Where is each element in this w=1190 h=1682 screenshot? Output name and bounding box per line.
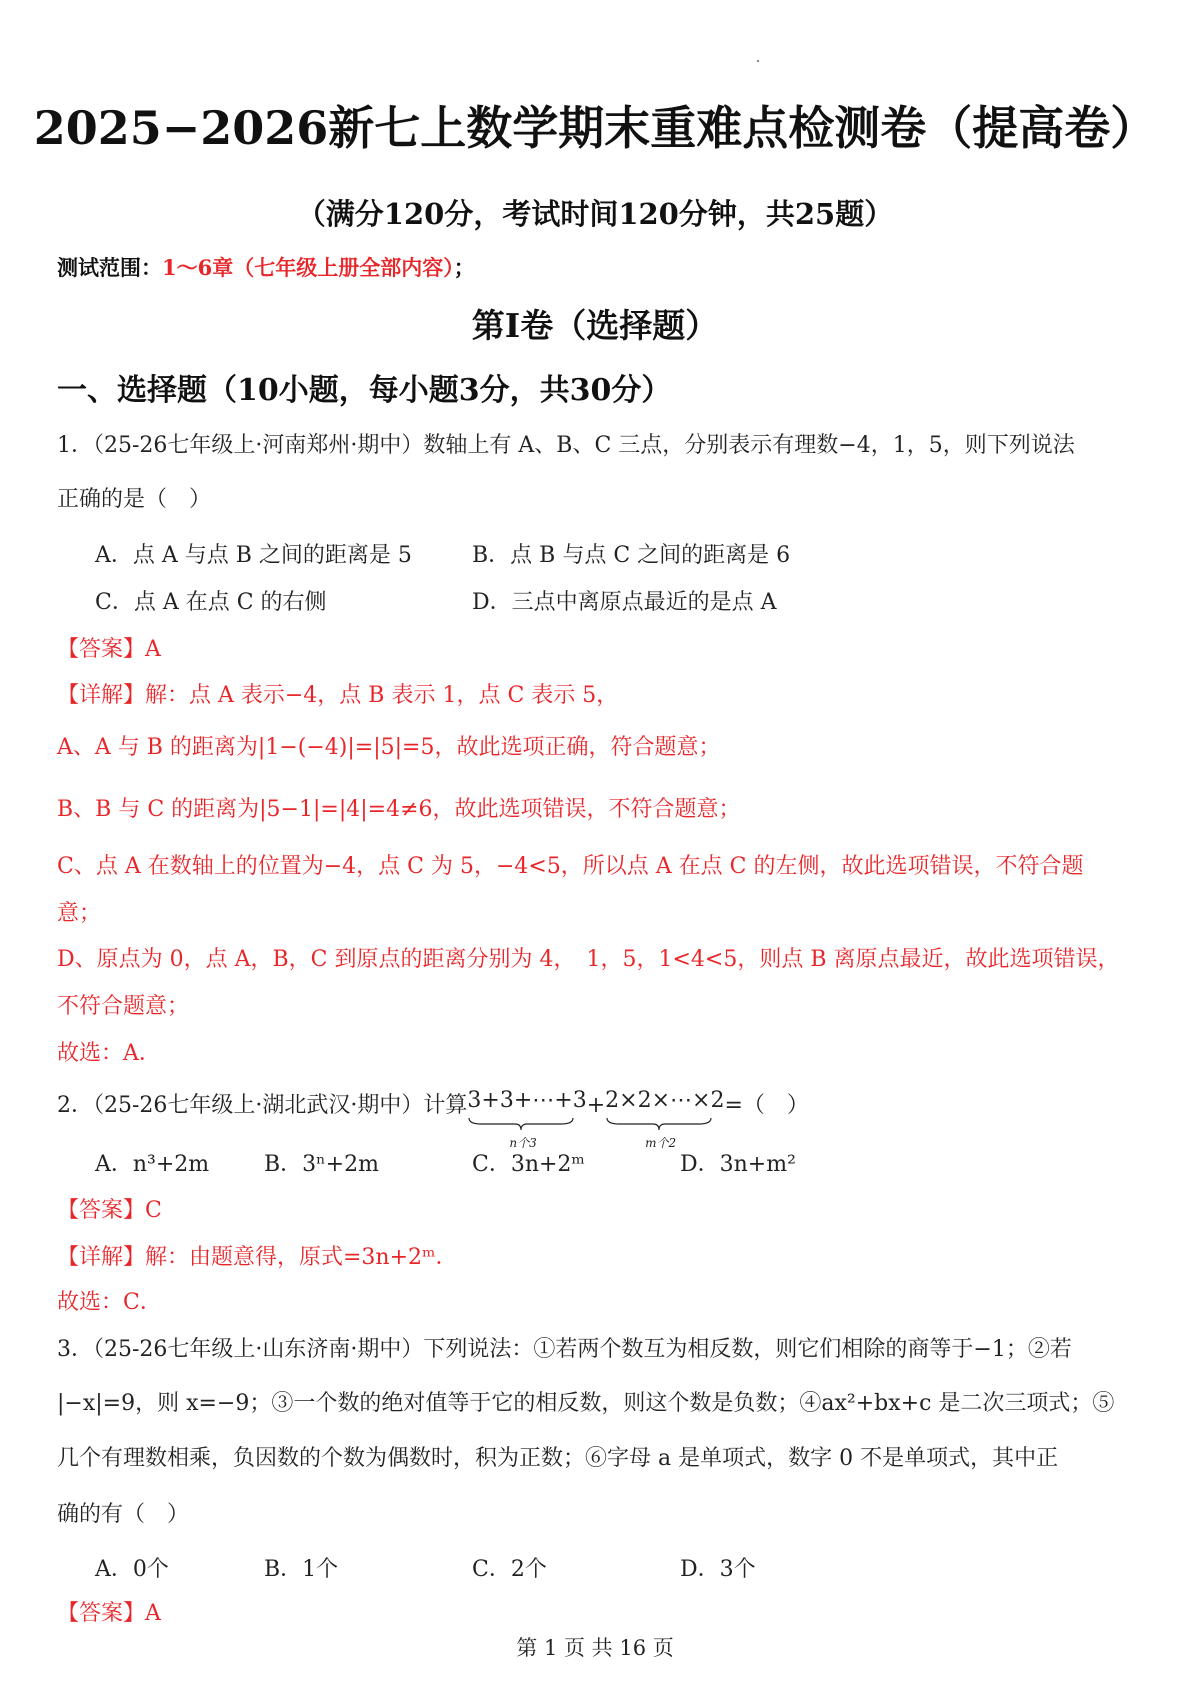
q2-plus: + [586, 1093, 606, 1118]
q2-detail: 【详解】解：由题意得，原式=3n+2ᵐ． [57, 1245, 458, 1270]
page-footer: 第 1 页 共 16 页 [516, 1636, 674, 1660]
q2-choice: 故选：C． [57, 1290, 162, 1315]
q3-stem-line4: 确的有（ ） [57, 1502, 190, 1527]
q1-answer: 【答案】A [57, 637, 161, 662]
scan-dot [757, 60, 759, 62]
q1-option-a: A．点 A 与点 B 之间的距离是 5 [95, 543, 412, 568]
scope-end: ； [453, 255, 475, 280]
part-heading: 第I卷（选择题） [471, 306, 719, 345]
q1-explain-d-line1: D、原点为 0，点 A，B，C 到原点的距离分别为 4， 1，5，1<4<5，则点 B 离原点最近，故此选项错误， [57, 947, 1120, 972]
q2-option-b: B．3ⁿ+2m [264, 1152, 379, 1177]
q2-answer: 【答案】C [57, 1198, 162, 1223]
q3-stem-line1: 3．（25-26七年级上·山东济南·期中）下列说法：①若两个数互为相反数，则它们相除的商等于−1；②若 [57, 1337, 1072, 1362]
underbrace-icon [467, 1116, 575, 1132]
q3-stem-line3: 几个有理数相乘，负因数的个数为偶数时，积为正数；⑥字母 a 是单项式，数字 0 不是单项式，其中正 [57, 1446, 1059, 1471]
test-scope [57, 252, 475, 282]
q3-option-b: B．1个 [264, 1557, 339, 1582]
q3-option-c: C．2个 [472, 1557, 547, 1582]
q1-option-b: B．点 B 与点 C 之间的距离是 6 [472, 543, 791, 568]
q1-explain-b: B、B 与 C 的距离为|5−1|=|4|=4≠6，故此选项错误，不符合题意； [57, 797, 741, 822]
scope-value: 1～6章（七年级上册全部内容） [162, 255, 454, 280]
q1-choice: 故选：A． [57, 1041, 161, 1066]
q1-option-c: C．点 A 在点 C 的右侧 [95, 590, 327, 615]
q2-sum-expr: 3+3+⋯+3 [467, 1088, 587, 1113]
q1-explain-c-line1: C、点 A 在数轴上的位置为−4，点 C 为 5，−4<5，所以点 A 在点 C 的左侧，故此选项错误，不符合题 [57, 854, 1084, 879]
q1-stem-line2: 正确的是（ ） [57, 487, 212, 512]
underbrace-icon [605, 1116, 713, 1132]
q2-prod-label: m个2 [645, 1136, 677, 1150]
q2-option-c: C．3n+2ᵐ [472, 1152, 585, 1177]
q2-prod-expr: 2×2×⋯×2 [605, 1088, 725, 1113]
q2-prod-group [605, 1088, 725, 1150]
q3-option-d: D．3个 [680, 1557, 756, 1582]
q2-prefix: 2．（25-26七年级上·湖北武汉·期中）计算 [57, 1093, 468, 1118]
q2-stem [57, 1088, 809, 1150]
q1-explain-d-line2: 不符合题意； [57, 994, 190, 1019]
q1-explain-a: A、A 与 B 的距离为|1−(−4)|=|5|=5，故此选项正确，符合题意； [57, 735, 721, 760]
page-title: 2025−2026新七上数学期末重难点检测卷（提高卷） [33, 101, 1157, 155]
q3-stem-line2: |−x|=9，则 x=−9；③一个数的绝对值等于它的相反数，则这个数是负数；④ax²+bx+c 是二次三项式；⑤ [57, 1391, 1115, 1416]
q2-option-a: A．n³+2m [95, 1152, 210, 1177]
q1-option-d: D．三点中离原点最近的是点 A [472, 590, 777, 615]
exam-info: （满分120分，考试时间120分钟，共25题） [296, 197, 894, 231]
q1-stem-line1: 1．（25-26七年级上·河南郑州·期中）数轴上有 A、B、C 三点，分别表示有理数−4，1，5，则下列说法 [57, 433, 1075, 458]
q2-sum-group [467, 1088, 587, 1150]
q3-answer: 【答案】A [57, 1601, 161, 1626]
section-heading: 一、选择题（10小题，每小题3分，共30分） [57, 373, 672, 408]
q2-suffix: =（ ） [724, 1093, 809, 1118]
q3-option-a: A．0个 [95, 1557, 169, 1582]
q2-option-d: D．3n+m² [680, 1152, 796, 1177]
q2-sum-label: n个3 [509, 1136, 537, 1150]
q1-explain-c-line2: 意； [57, 901, 102, 926]
scope-label: 测试范围： [57, 255, 162, 280]
q1-detail: 【详解】解：点 A 表示−4，点 B 表示 1，点 C 表示 5， [57, 683, 619, 708]
